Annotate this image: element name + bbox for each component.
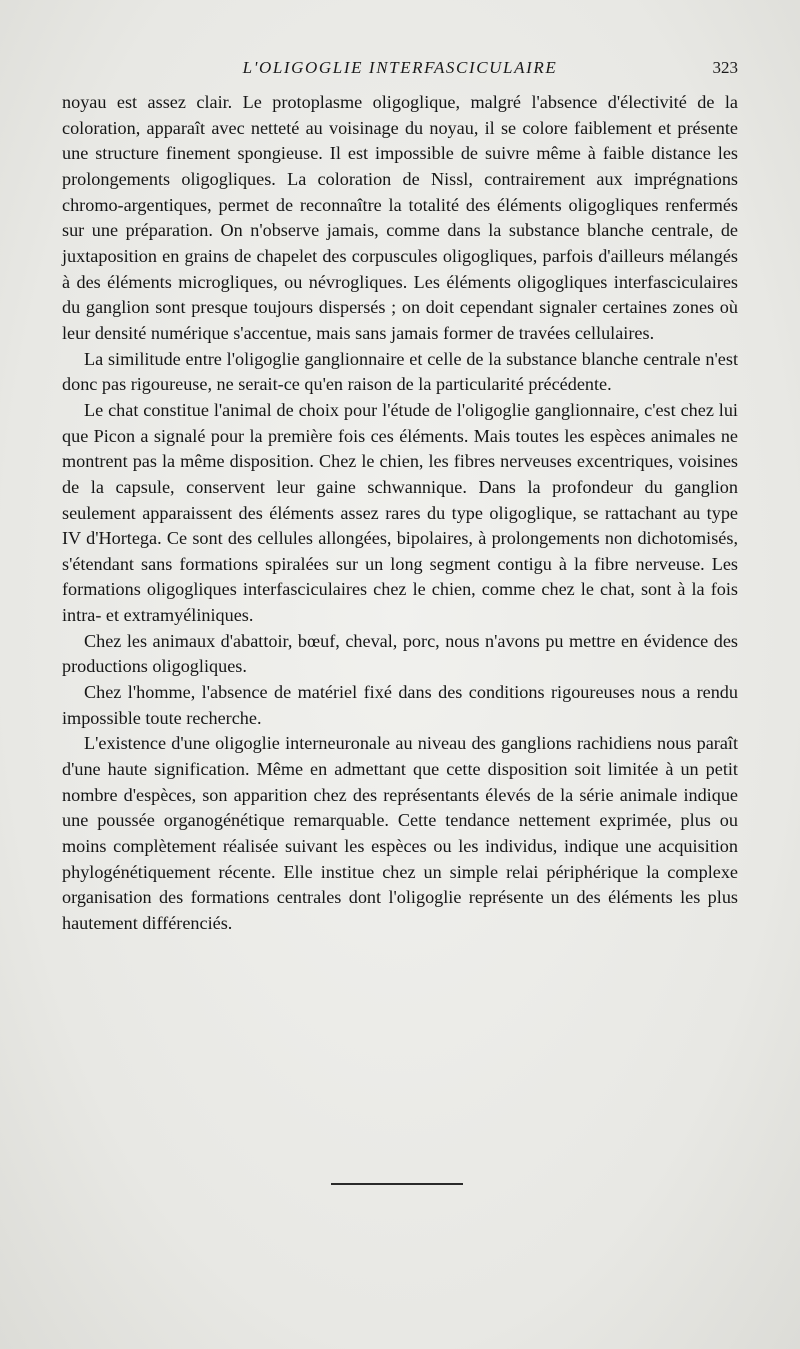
running-title: L'OLIGOGLIE INTERFASCICULAIRE xyxy=(242,58,558,77)
page-number: 323 xyxy=(712,58,738,77)
paragraph-6: L'existence d'une oligoglie interneuronale au niveau des ganglions rachidiens nous paraît d'une haute signification. Même en admettant que cette disposition soit limitée à un petit nombre d'espèces, son apparition chez des représentants élevés de la série animale indique une poussée organogénétique remarquable. Cette tendance nettement exprimée, plus ou moins complètement réalisée suivant les espèces ou les individus, indique une acquisition phylogénétiquement récente. Elle institue chez un simple relai périphérique la complexe organisation des formations centrales dont l'oligoglie représente un des éléments les plus hautement différenciés. xyxy=(62,733,738,933)
page-header xyxy=(60,56,740,82)
paragraph-5: Chez l'homme, l'absence de matériel fixé dans des conditions rigoureuses nous a rendu impossible toute recherche. xyxy=(62,682,738,728)
body-text xyxy=(62,90,738,937)
section-end-rule xyxy=(331,1183,463,1185)
paragraph-2: La similitude entre l'oligoglie ganglionnaire et celle de la substance blanche centrale n'est donc pas rigoureuse, ne serait-ce qu'en raison de la particularité précédente. xyxy=(62,348,738,395)
paragraph-1: noyau est assez clair. Le protoplasme oligoglique, malgré l'absence d'électivité de la coloration, apparaît avec netteté au voisinage du noyau, il se colore faiblement et présente une structure finement spongieuse. Il est impossible de suivre même à faible distance les prolongements oligogliques. La coloration de Nissl, contrairement aux imprégnations chromo-argentiques, permet de reconnaître la totalité des éléments oligogliques renfermés sur une préparation. On n'observe jamais, comme dans la substance blanche centrale, de juxtaposition en grains de chapelet des corpuscules oligogliques, parfois d'ailleurs mélangés à des éléments microgliques, ou névrogliques. Les éléments oligogliques interfasciculaires du ganglion sont presque toujours dispersés ; on doit cependant signaler certaines zones où leur densité numérique s'accentue, mais sans jamais former de travées cellulaires. xyxy=(62,92,738,343)
paragraph-3: Le chat constitue l'animal de choix pour l'étude de l'oligoglie ganglionnaire, c'est chez lui que Picon a signalé pour la première fois ces éléments. Mais toutes les espèces animales ne montrent pas la même disposition. Chez le chien, les fibres nerveuses excentriques, voisines de la capsule, conservent leur gaine schwannique. Dans la profondeur du ganglion seulement apparaissent des éléments assez rares du type oligoglique, se rattachant au type IV d'Hortega. Ce sont des cellules allongées, bipolaires, à prolongements non dichotomisés, s'étendant sans formations spiralées sur un long segment contigu à la fibre nerveuse. Les formations oligogliques interfasciculaires chez le chien, comme chez le chat, sont à la fois intra- et extramyéliniques. xyxy=(62,399,738,626)
paragraph-4: Chez les animaux d'abattoir, bœuf, cheval, porc, nous n'avons pu mettre en évidence des productions oligogliques. xyxy=(62,630,738,677)
